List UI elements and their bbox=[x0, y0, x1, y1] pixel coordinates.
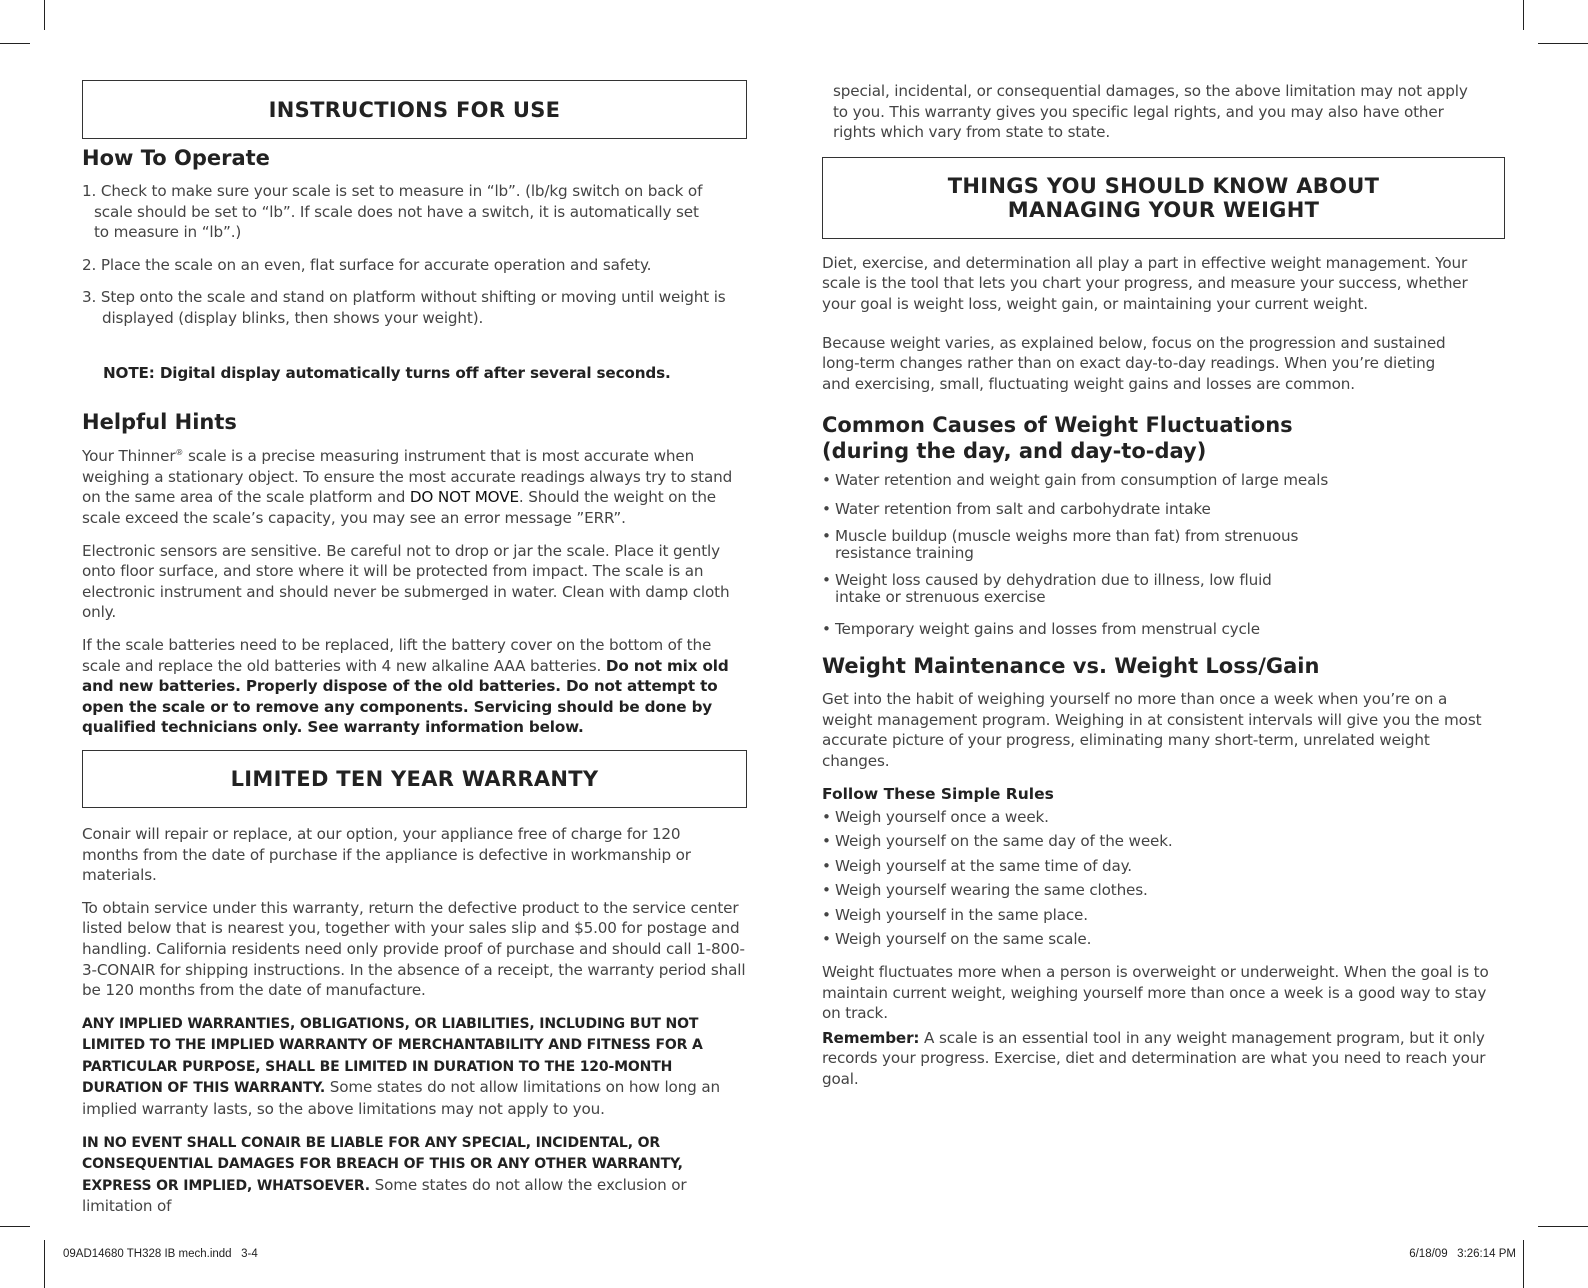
bullet: • bbox=[822, 832, 831, 851]
crop-mark bbox=[0, 1226, 30, 1227]
list-item bbox=[822, 856, 1505, 877]
footer-date: 6/18/09 3:26:14 PM bbox=[1409, 1248, 1516, 1260]
instructions-heading-box bbox=[82, 80, 747, 139]
rule-text: Weigh yourself wearing the same clothes. bbox=[835, 881, 1148, 900]
warranty-continuation: special, incidental, or consequential damages, so the above limitation may not apply to you. This warranty gives you specific legal rights, and you may also have other rights which vary from state to state. bbox=[833, 82, 1468, 142]
rule-text: Weigh yourself on the same day of the week. bbox=[835, 832, 1173, 851]
bullet: • bbox=[822, 856, 831, 875]
list-item bbox=[822, 905, 1505, 926]
rule-text: Weigh yourself once a week. bbox=[835, 807, 1049, 826]
bullet: • bbox=[822, 905, 831, 924]
warranty-p3-text: Some states do not allow limitations on how long an implied warranty lasts, so the above limitations may not apply to you. bbox=[82, 1078, 720, 1119]
causes-title bbox=[822, 412, 1505, 464]
things-heading-line-1: THINGS YOU SHOULD KNOW ABOUT bbox=[947, 173, 1380, 198]
hint3-bold-text: Do not mix old and new batteries. Properly dispose of the old batteries. Do not attempt to open the scale or to remove any components. Servicing should be done by qualified technicians only. See warranty information below. bbox=[82, 656, 729, 737]
bullet: • bbox=[822, 570, 831, 589]
warranty-heading: LIMITED TEN YEAR WARRANTY bbox=[230, 766, 599, 791]
things-heading-line-2: MANAGING YOUR WEIGHT bbox=[1007, 197, 1320, 222]
hint1-text-b: scale is a precise measuring instrument that is most accurate when weighing a stationary object. To ensure the most accurate readings always try to stand on the same area of the scale platform and bbox=[82, 447, 733, 507]
do-not-move-text: DO NOT MOVE bbox=[409, 488, 519, 507]
warranty-p4-text: Some states do not allow the exclusion or limitation of bbox=[82, 1175, 687, 1216]
rule-text: Weigh yourself at the same time of day. bbox=[835, 856, 1132, 875]
warranty-p4-caps: IN NO EVENT SHALL CONAIR BE LIABLE FOR ANY SPECIAL, INCIDENTAL, OR CONSEQUENTIAL DAMAGES FOR BREACH OF THIS OR ANY OTHER WARRANTY, EXPRESS OR IMPLIED, WHATSOEVER. bbox=[82, 1134, 683, 1194]
bullet: • bbox=[822, 471, 831, 490]
warranty-paragraph-4 bbox=[82, 1132, 747, 1217]
footer-file-name: 09AD14680 TH328 IB mech.indd 3-4 bbox=[63, 1248, 258, 1260]
intro-paragraph-2: Because weight varies, as explained below, focus on the progression and sustained long-term changes rather than on exact day-to-day readings. When you’re dieting and exercising, small, fluctuating weight gains and losses are common. bbox=[822, 333, 1446, 393]
hint1-text-c: . Should the weight on the scale exceed the scale’s capacity, you may see an error message ”ERR”. bbox=[82, 488, 716, 527]
list-item bbox=[822, 880, 1505, 901]
maintenance-paragraph: Get into the habit of weighing yourself no more than once a week when you’re on a weight management program. Weighing in at consistent intervals will give you the most accurate picture of your progress, eliminating many short-term, unrelated weight changes. bbox=[822, 690, 1482, 770]
registered-mark: ® bbox=[175, 448, 184, 458]
note: NOTE: Digital display automatically turns off after several seconds. bbox=[103, 363, 671, 382]
step-3: 3. Step onto the scale and stand on platform without shifting or moving until weight is displayed (display blinks, then shows your weight). bbox=[82, 288, 726, 327]
cause-text: Muscle buildup (muscle weighs more than fat) from strenuous resistance training bbox=[835, 526, 1299, 562]
intro-paragraph-1: Diet, exercise, and determination all play a part in effective weight management. Your scale is the tool that lets you chart your progress, and measure your success, whether your goal is weight loss, weight gain, or maintaining your current weight. bbox=[822, 253, 1468, 313]
list-item bbox=[822, 572, 1322, 606]
maintenance-title: Weight Maintenance vs. Weight Loss/Gain bbox=[822, 654, 1320, 679]
bullet: • bbox=[822, 881, 831, 900]
bullet: • bbox=[822, 619, 831, 638]
bullet: • bbox=[822, 807, 831, 826]
warranty-paragraph-2: To obtain service under this warranty, return the defective product to the service center listed below that is nearest you, together with your sales slip and $5.00 for postage and handling. California residents need only provide proof of purchase and should call 1-800-3-CONAIR for shipping instructions. In the absence of a receipt, the warranty period shall be 120 months from the date of manufacture. bbox=[82, 898, 746, 1000]
crop-mark bbox=[1538, 1226, 1588, 1227]
remember-label: Remember: bbox=[822, 1028, 920, 1047]
remember-text: A scale is an essential tool in any weight management program, but it only records your progress. Exercise, diet and determination are what you need to reach your goal. bbox=[822, 1028, 1486, 1089]
bullet: • bbox=[822, 930, 831, 949]
step-1: 1. Check to make sure your scale is set to measure in “lb”. (lb/kg switch on back of scale should be set to “lb”. If scale does not have a switch, it is automatically set to measure in “lb”.) bbox=[82, 182, 703, 242]
hint-paragraph-1 bbox=[82, 443, 747, 528]
crop-mark bbox=[1523, 1240, 1524, 1288]
crop-mark bbox=[1523, 0, 1524, 30]
list-item bbox=[822, 528, 1312, 562]
crop-mark bbox=[44, 1240, 45, 1288]
list-item bbox=[822, 807, 1505, 828]
cause-text: Water retention and weight gain from consumption of large meals bbox=[835, 471, 1329, 490]
rules-title: Follow These Simple Rules bbox=[822, 784, 1054, 803]
causes-title-line-2: (during the day, and day-to-day) bbox=[822, 439, 1207, 464]
causes-list bbox=[822, 470, 1505, 639]
cause-text: Weight loss caused by dehydration due to illness, low fluid intake or strenuous exercise bbox=[835, 570, 1272, 606]
warranty-paragraph-3 bbox=[82, 1013, 747, 1120]
step-2: 2. Place the scale on an even, flat surface for accurate operation and safety. bbox=[82, 255, 652, 274]
list-item bbox=[822, 619, 1505, 640]
bullet: • bbox=[822, 499, 831, 518]
crop-mark bbox=[1538, 43, 1588, 44]
helpful-hints-title: Helpful Hints bbox=[82, 410, 237, 435]
warranty-heading-box bbox=[82, 750, 747, 808]
right-column bbox=[822, 81, 1505, 1090]
warranty-p3-caps: ANY IMPLIED WARRANTIES, OBLIGATIONS, OR LIABILITIES, INCLUDING BUT NOT LIMITED TO THE IMPLIED WARRANTY OF MERCHANTABILITY AND FITNESS FOR A PARTICULAR PURPOSE, SHALL BE LIMITED IN DURATION TO THE 120-MONTH DURATION OF THIS WARRANTY. bbox=[82, 1015, 703, 1097]
hint-paragraph-3 bbox=[82, 635, 747, 738]
list-item bbox=[822, 929, 1505, 950]
left-column bbox=[82, 80, 747, 1217]
hint3-text: If the scale batteries need to be replaced, lift the battery cover on the bottom of the scale and replace the old batteries with 4 new alkaline AAA batteries. bbox=[82, 635, 712, 675]
cause-text: Temporary weight gains and losses from menstrual cycle bbox=[835, 619, 1260, 638]
list-item bbox=[822, 499, 1505, 520]
hint-paragraph-2: Electronic sensors are sensitive. Be careful not to drop or jar the scale. Place it gently onto floor surface, and store where it will be protected from impact. The scale is an electronic instrument and should never be submerged in water. Clean with damp cloth only. bbox=[82, 541, 730, 622]
remember-paragraph bbox=[822, 1028, 1505, 1090]
list-item bbox=[822, 831, 1505, 852]
bullet: • bbox=[822, 526, 831, 545]
crop-mark bbox=[0, 43, 30, 44]
list-item bbox=[822, 470, 1505, 491]
fluctuates-paragraph: Weight fluctuates more when a person is overweight or underweight. When the goal is to maintain current weight, weighing yourself more than once a week is a good way to stay on track. bbox=[822, 963, 1489, 1023]
rules-list bbox=[822, 807, 1505, 951]
cause-text: Water retention from salt and carbohydrate intake bbox=[835, 499, 1211, 518]
instructions-heading: INSTRUCTIONS FOR USE bbox=[268, 97, 561, 122]
rule-text: Weigh yourself on the same scale. bbox=[835, 930, 1092, 949]
how-to-operate-title: How To Operate bbox=[82, 146, 270, 170]
warranty-paragraph-1: Conair will repair or replace, at our option, your appliance free of charge for 120 months from the date of purchase if the appliance is defective in workmanship or materials. bbox=[82, 824, 691, 885]
things-heading-box bbox=[822, 157, 1505, 239]
crop-mark bbox=[44, 0, 45, 30]
rule-text: Weigh yourself in the same place. bbox=[835, 905, 1088, 924]
hint1-text-a: Your Thinner bbox=[82, 447, 176, 466]
causes-title-line-1: Common Causes of Weight Fluctuations bbox=[822, 413, 1293, 438]
